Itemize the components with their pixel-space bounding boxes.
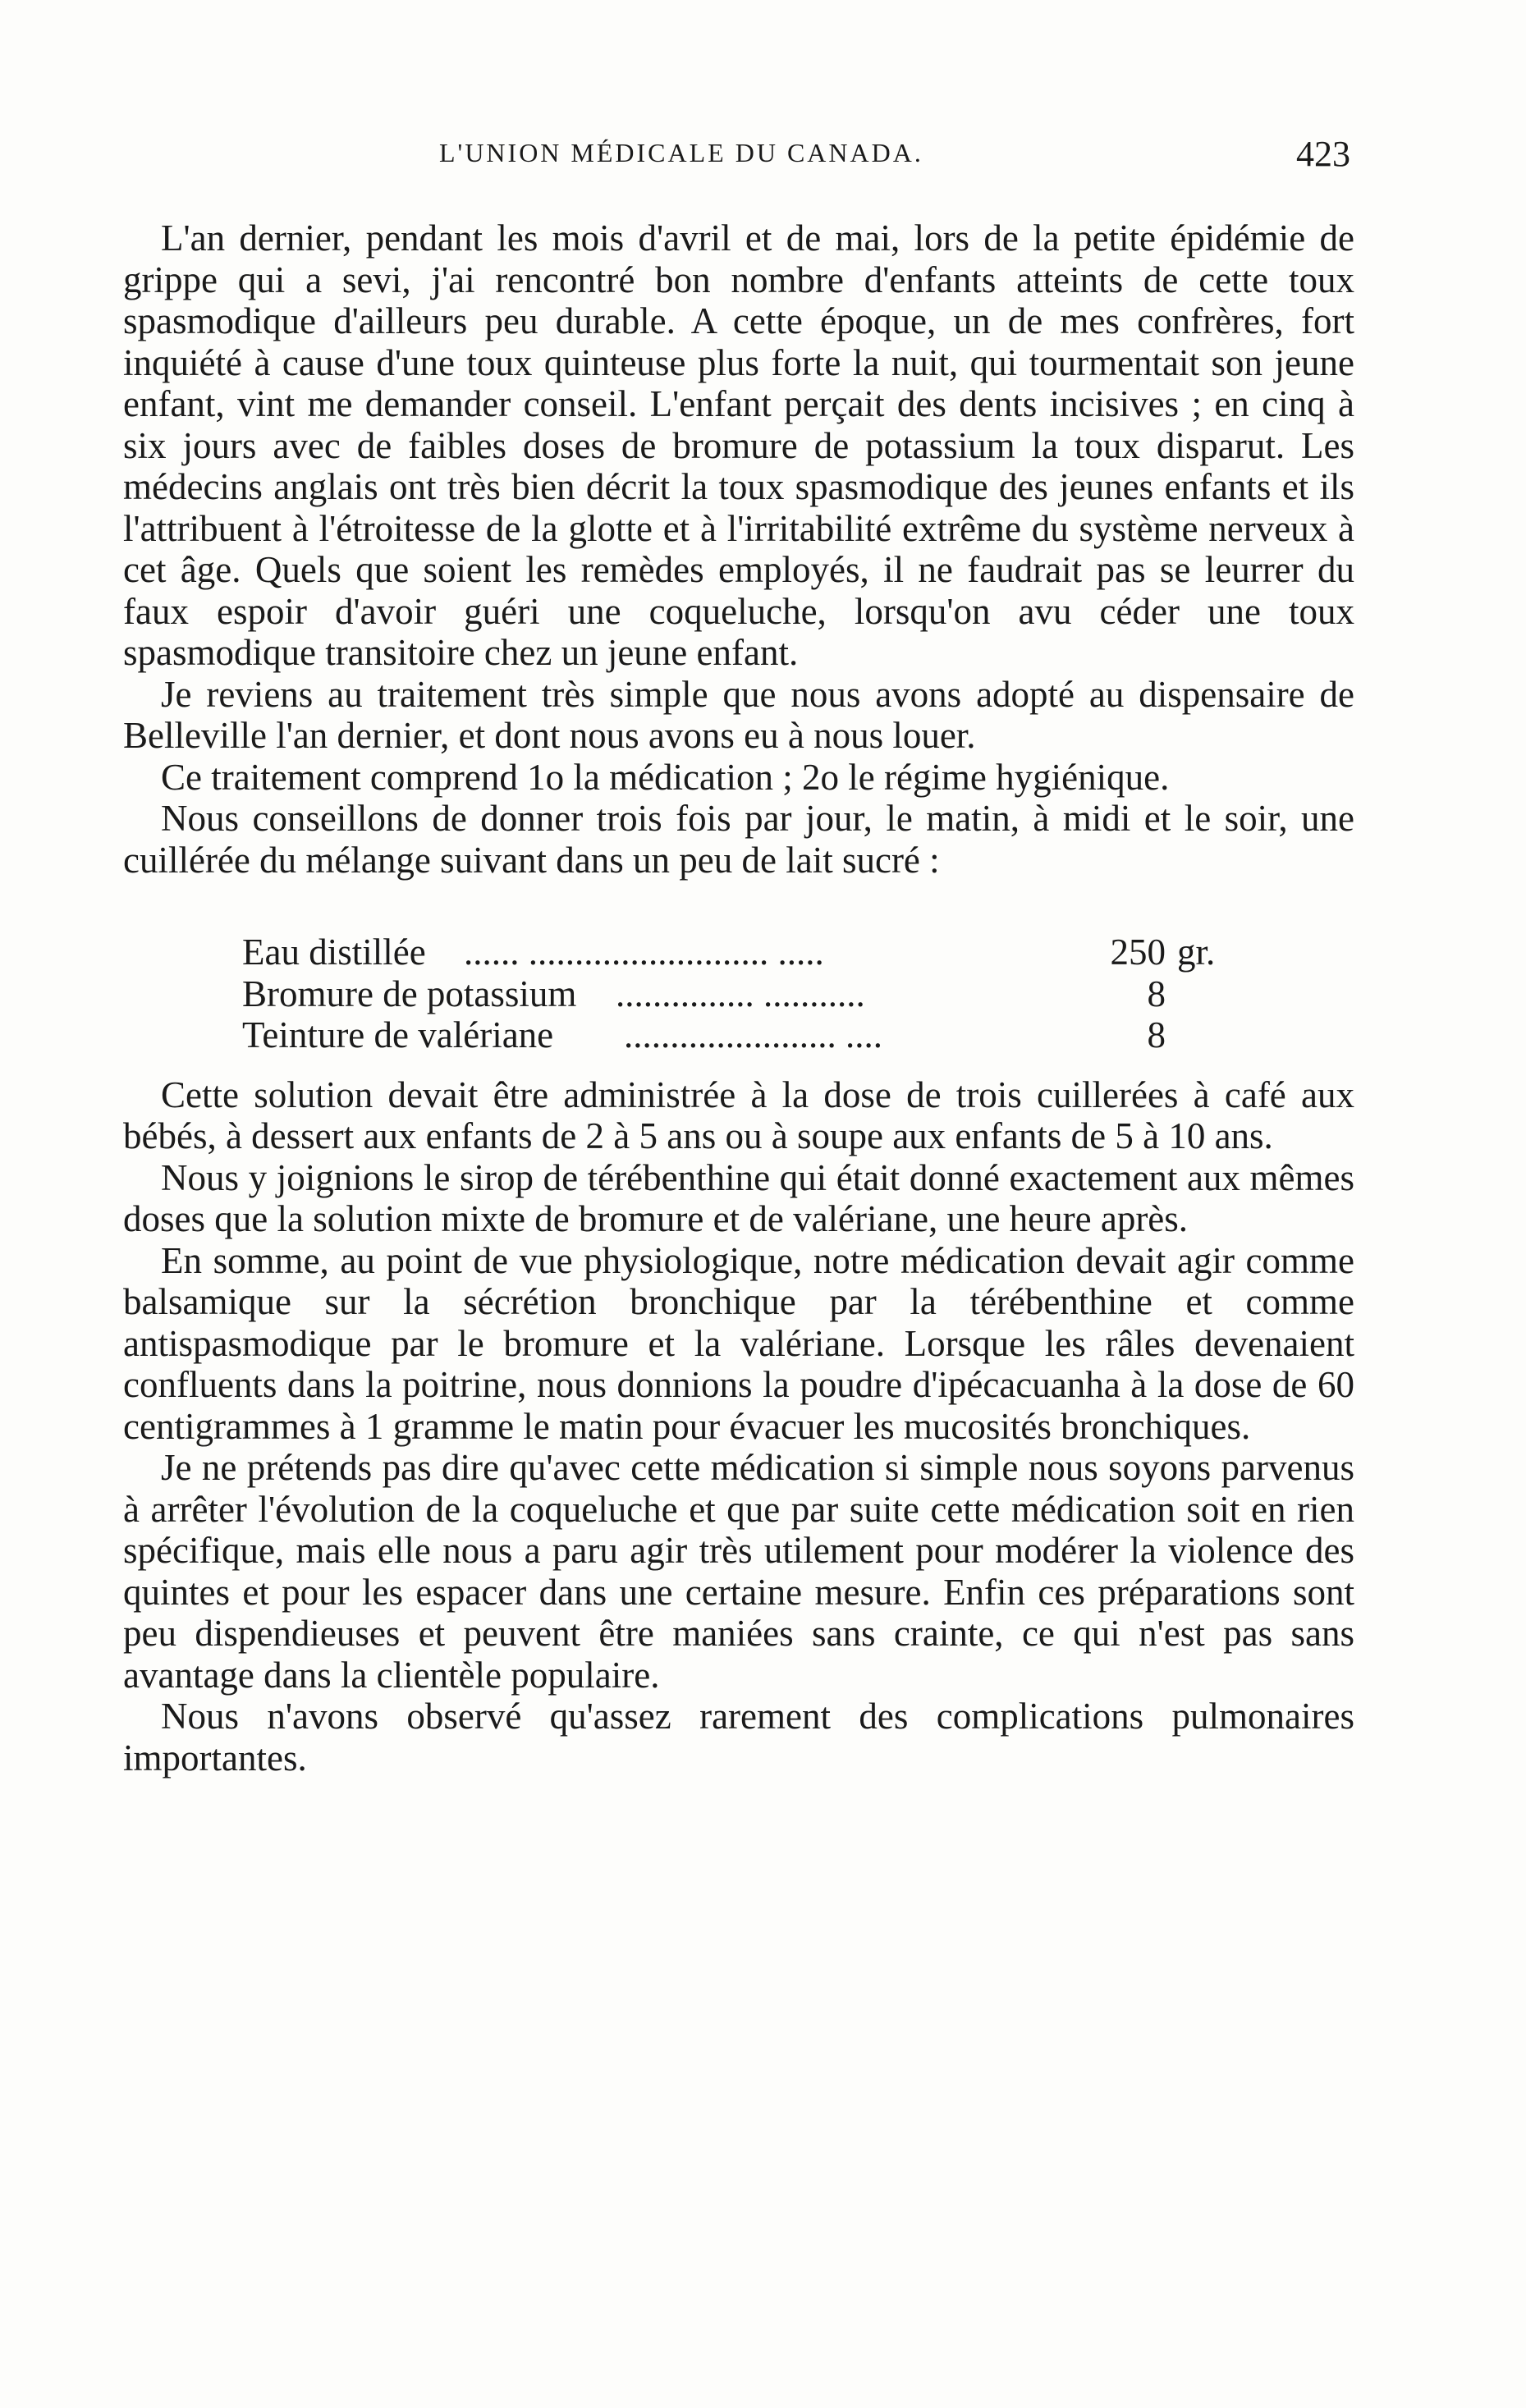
- formula-quantity: 250: [1110, 932, 1166, 973]
- formula-leader: ............... ...........: [616, 973, 865, 1014]
- paragraph: Nous n'avons observé qu'assez rarement des complications pulmonaires importantes.: [123, 1696, 1354, 1779]
- formula-unit: gr.: [1177, 932, 1216, 973]
- formula-ingredient: Eau distillée: [242, 932, 426, 973]
- prescription-formula: [123, 932, 1354, 1056]
- paragraph: Nous conseillons de donner trois fois par jour, le matin, à midi et le soir, une cuillérée du mélange suivant dans un peu de lait sucré :: [123, 798, 1354, 881]
- formula-ingredient: Teinture de valériane: [242, 1014, 554, 1055]
- paragraph: Ce traitement comprend 1o la médication ; 2o le régime hygiénique.: [161, 756, 1170, 798]
- paragraph: Je reviens au traitement très simple que nous avons adopté au dispensaire de Belleville l'an dernier, et dont nous avons eu à nous louer.: [123, 673, 1354, 756]
- formula-quantity: 8: [1147, 973, 1166, 1014]
- page-header: [127, 134, 1350, 187]
- formula-ingredient: Bromure de potassium: [242, 973, 577, 1014]
- paragraph: Cette solution devait être administrée à la dose de trois cuillerées à café aux bébés, à dessert aux enfants de 2 à 5 ans ou à soupe aux enfants de 5 à 10 ans.: [123, 1074, 1354, 1156]
- paragraph: Nous y joignions le sirop de térébenthine qui était donné exactement aux mêmes doses que la solution mixte de bromure et de valériane, une heure après.: [123, 1156, 1354, 1239]
- formula-row: [123, 973, 1354, 1015]
- formula-row: [123, 932, 1354, 973]
- page-number: 423: [1296, 134, 1350, 174]
- formula-leader: ...... .......................... .....: [464, 932, 824, 973]
- formula-row: [123, 1014, 1354, 1056]
- running-title: L'UNION MÉDICALE DU CANADA.: [439, 138, 923, 167]
- formula-dose: [1092, 1014, 1177, 1056]
- body-text: [123, 217, 1354, 1779]
- paragraph: En somme, au point de vue physiologique, notre médication devait agir comme balsamique sur la sécrétion bronchique par la térébenthine et comme antispasmodique par le bromure et la valériane. Lorsque les râles devenaient confluents dans la poitrine, nous donnions la poudre d'ipécacuanha à la dose de 60 centigrammes à 1 gramme le matin pour évacuer les mucosités bronchiques.: [123, 1239, 1354, 1447]
- formula-dose: [1092, 932, 1215, 973]
- paragraph: Je ne prétends pas dire qu'avec cette médication si simple nous soyons parvenus à arrêter l'évolution de la coqueluche et que par suite cette médication soit en rien spécifique, mais elle nous a paru agir très utilement pour modérer la violence des quintes et pour les espacer dans une certaine mesure. Enfin ces préparations sont peu dispendieuses et peuvent être maniées sans crainte, ce qui n'est pas sans avantage dans la clientèle populaire.: [123, 1447, 1354, 1696]
- formula-dose: [1092, 973, 1177, 1015]
- paragraph: L'an dernier, pendant les mois d'avril et de mai, lors de la petite épidémie de grippe qui a sevi, j'ai rencontré bon nombre d'enfants atteints de cette toux spasmodique d'ailleurs peu durable. A cette époque, un de mes confrères, fort inquiété à cause d'une toux quinteuse plus forte la nuit, qui tourmentait son jeune enfant, vint me demander conseil. L'enfant perçait des dents incisives ; en cinq à six jours avec de faibles doses de bromure de potassium la toux disparut. Les médecins anglais ont très bien décrit la toux spasmodique des jeunes enfants et ils l'attribuent à l'étroitesse de la glotte et à l'irritabilité extrême du système nerveux à cet âge. Quels que soient les remèdes employés, il ne faudrait pas se leurrer du faux espoir d'avoir guéri une coqueluche, lorsqu'on avu céder une toux spasmodique transitoire chez un jeune enfant.: [123, 217, 1354, 673]
- formula-leader: ....................... ....: [624, 1014, 882, 1055]
- formula-quantity: 8: [1147, 1014, 1166, 1055]
